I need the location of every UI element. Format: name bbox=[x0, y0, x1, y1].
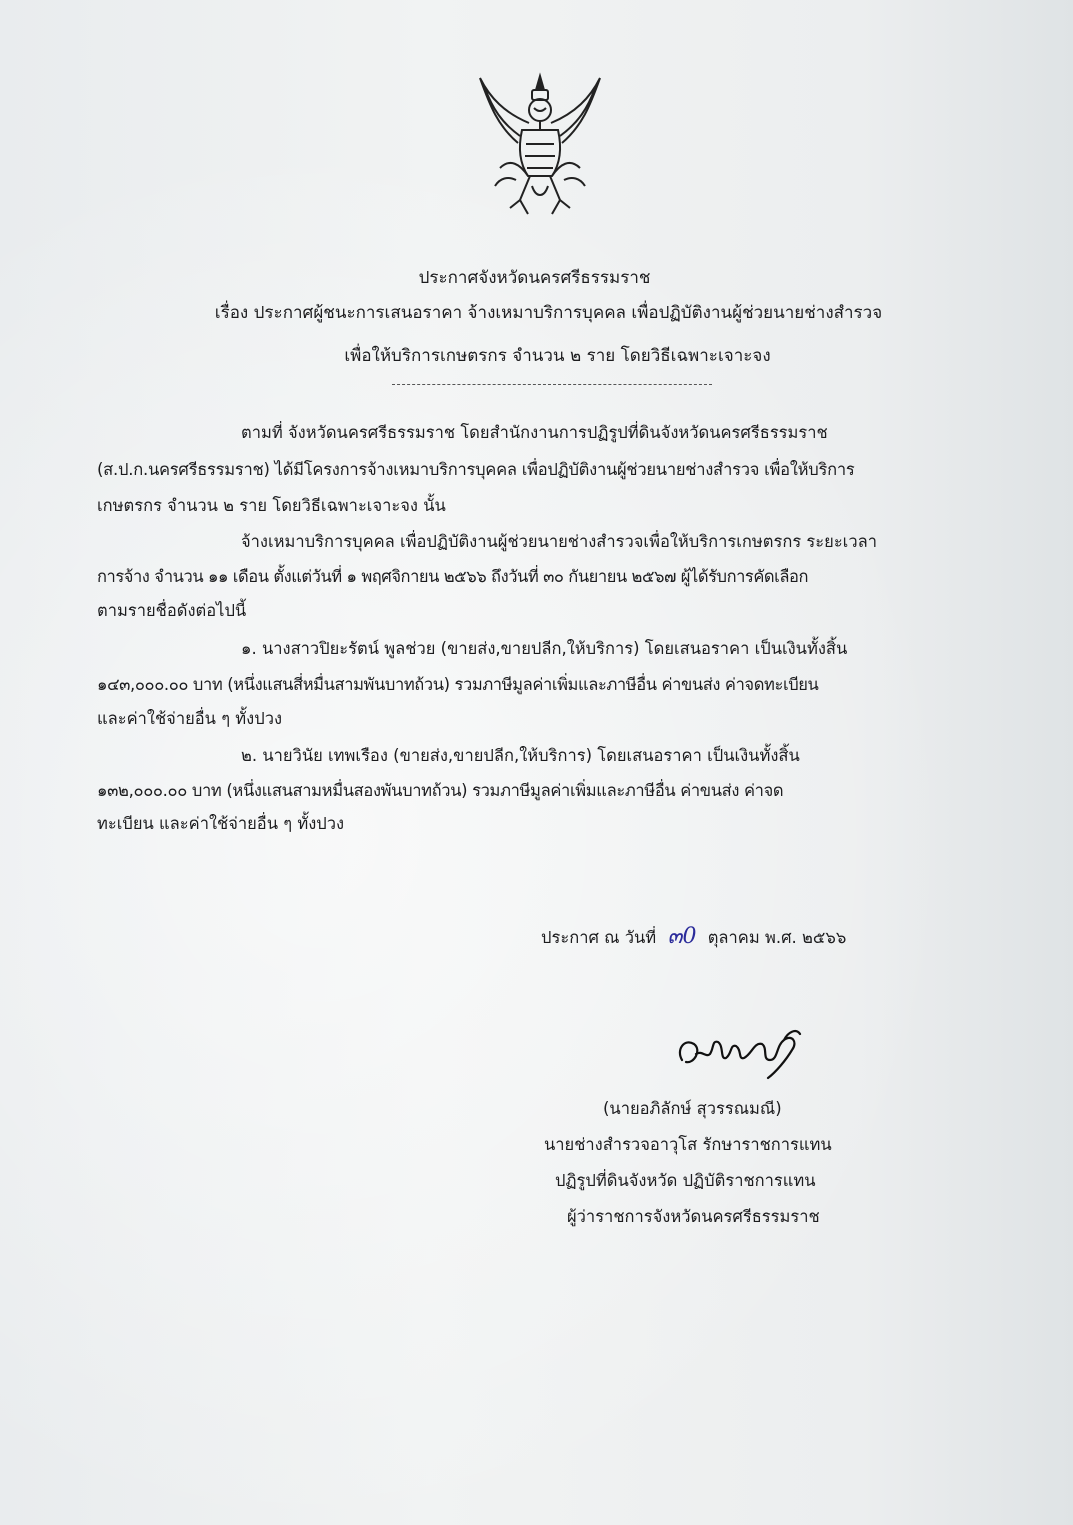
announcement-subject-line-2: เพื่อให้บริการเกษตรกร จำนวน ๒ ราย โดยวิธีเฉพาะเจาะจง bbox=[344, 346, 771, 366]
handwritten-signature bbox=[672, 1020, 812, 1080]
winner-1-line-1: ๑. นางสาวปิยะรัตน์ พูลช่วย (ขายส่ง,ขายปลีก,ให้บริการ) โดยเสนอราคา เป็นเงินทั้งสิ้น bbox=[241, 639, 848, 658]
paragraph-1-line-1: ตามที่ จังหวัดนครศรีธรรมราช โดยสำนักงานการปฏิรูปที่ดินจังหวัดนครศรีธรรมราช bbox=[241, 423, 828, 442]
paragraph-2-line-1: จ้างเหมาบริการบุคคล เพื่อปฏิบัติงานผู้ช่วยนายช่างสำรวจเพื่อให้บริการเกษตรกร ระยะเวลา bbox=[241, 532, 877, 551]
date-suffix: ตุลาคม พ.ศ. ๒๕๖๖ bbox=[707, 928, 847, 947]
signatory-name: (นายอภิลักษ์ สุวรรณมณี) bbox=[603, 1099, 782, 1118]
date-prefix: ประกาศ ณ วันที่ bbox=[541, 928, 657, 947]
paragraph-2-line-3: ตามรายชื่อดังต่อไปนี้ bbox=[97, 601, 247, 620]
announcement-subject: เรื่อง ประกาศผู้ชนะการเสนอราคา จ้างเหมาบริการบุคคล เพื่อปฏิบัติงานผู้ช่วยนายช่างสำรวจ bbox=[214, 303, 883, 323]
signatory-position-2: ปฏิรูปที่ดินจังหวัด ปฏิบัติราชการแทน bbox=[555, 1171, 816, 1190]
header-divider bbox=[392, 384, 712, 385]
winner-2-line-2: ๑๓๒,๐๐๐.๐๐ บาท (หนึ่งแสนสามหมื่นสองพันบาทถ้วน) รวมภาษีมูลค่าเพิ่มและภาษีอื่น ค่าขนส่ง ค่าจด bbox=[97, 781, 784, 800]
winner-1-line-2: ๑๔๓,๐๐๐.๐๐ บาท (หนึ่งแสนสี่หมื่นสามพันบาทถ้วน) รวมภาษีมูลค่าเพิ่มและภาษีอื่น ค่าขนส่ง ค่าจดทะเบียน bbox=[97, 675, 819, 694]
paragraph-1-line-2: (ส.ป.ก.นครศรีธรรมราช) ได้มีโครงการจ้างเหมาบริการบุคคล เพื่อปฏิบัติงานผู้ช่วยนายช่างสำรวจ เพื่อให้บริการ bbox=[97, 460, 855, 479]
announcement-title: ประกาศจังหวัดนครศรีธรรมราช bbox=[418, 268, 651, 288]
announcement-date bbox=[541, 918, 846, 953]
signatory-position-3: ผู้ว่าราชการจังหวัดนครศรีธรรมราช bbox=[567, 1207, 820, 1226]
garuda-emblem-icon bbox=[470, 68, 610, 218]
winner-2-line-3: ทะเบียน และค่าใช้จ่ายอื่น ๆ ทั้งปวง bbox=[97, 814, 345, 833]
winner-1-line-3: และค่าใช้จ่ายอื่น ๆ ทั้งปวง bbox=[97, 709, 283, 728]
handwritten-day: ๓0 bbox=[667, 924, 697, 949]
winner-2-line-1: ๒. นายวินัย เทพเรือง (ขายส่ง,ขายปลีก,ให้บริการ) โดยเสนอราคา เป็นเงินทั้งสิ้น bbox=[241, 746, 800, 765]
signatory-position-1: นายช่างสำรวจอาวุโส รักษาราชการแทน bbox=[544, 1135, 832, 1154]
paragraph-2-line-2: การจ้าง จำนวน ๑๑ เดือน ตั้งแต่วันที่ ๑ พฤศจิกายน ๒๕๖๖ ถึงวันที่ ๓๐ กันยายน ๒๕๖๗ ผู้ได้รับการคัดเลือก bbox=[97, 567, 809, 586]
paragraph-1-line-3: เกษตรกร จำนวน ๒ ราย โดยวิธีเฉพาะเจาะจง นั้น bbox=[97, 496, 446, 515]
